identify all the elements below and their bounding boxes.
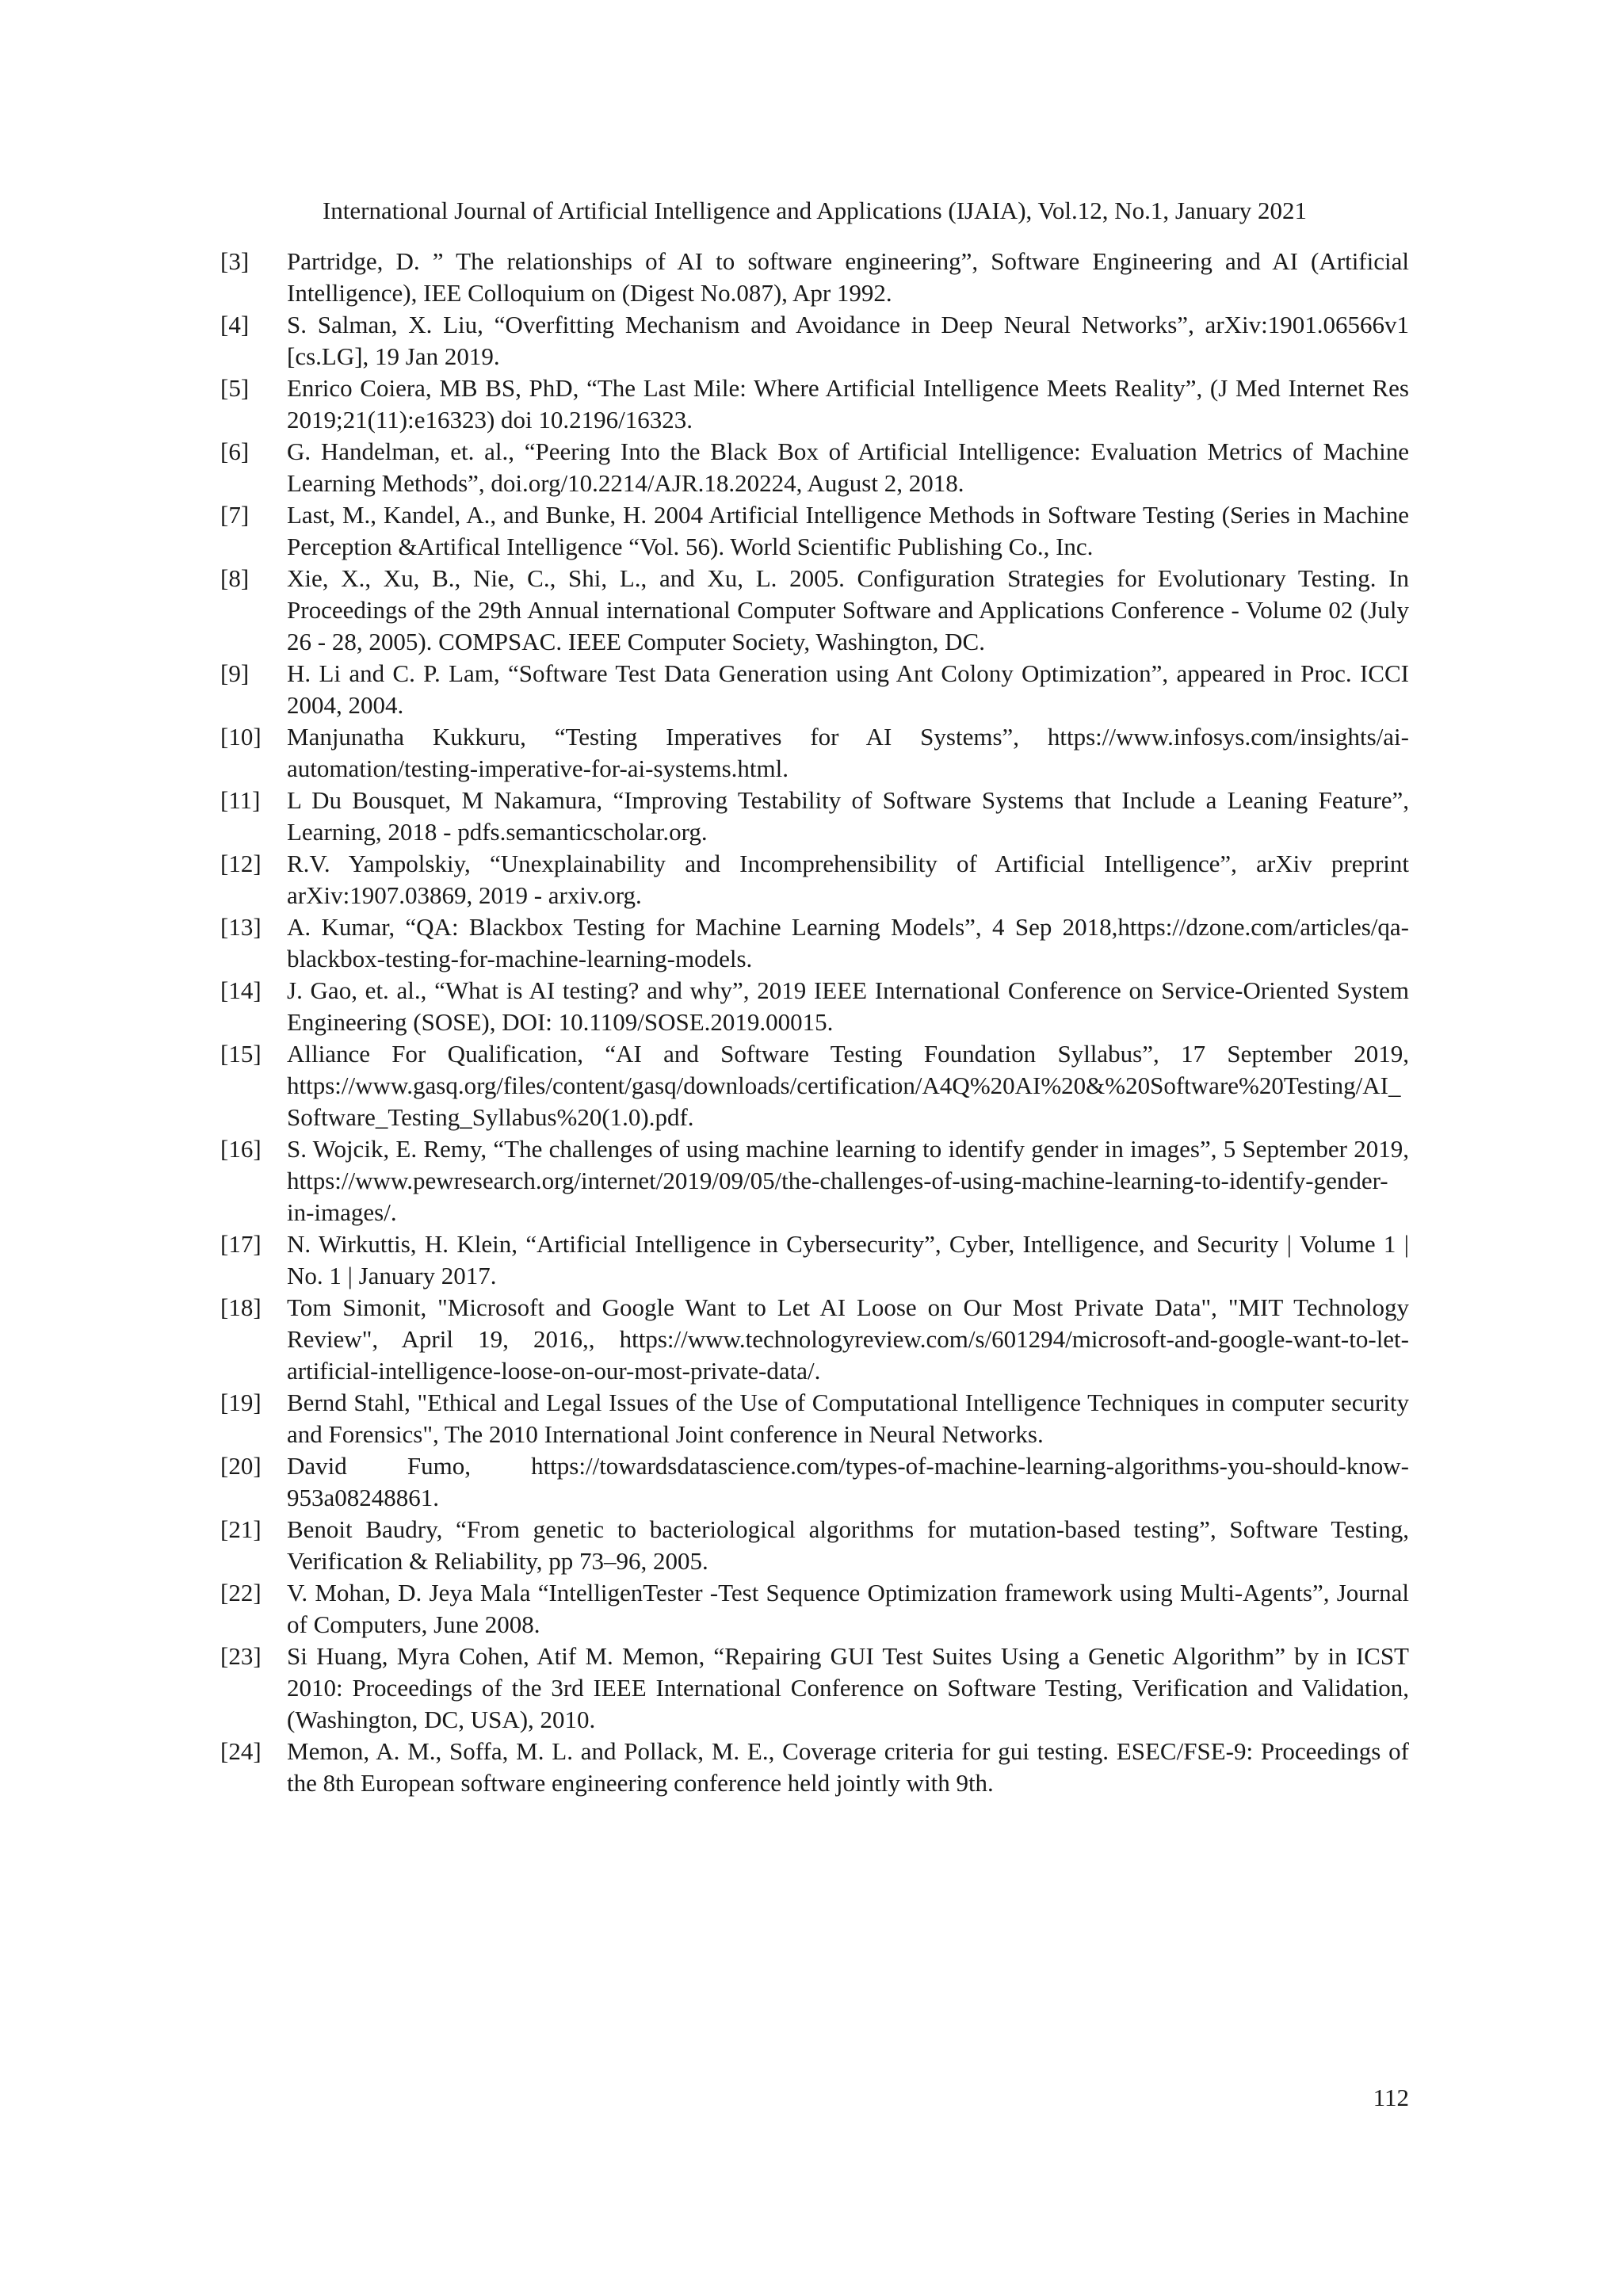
reference-number: [11]: [220, 786, 261, 814]
reference-text: V. Mohan, D. Jeya Mala “IntelligenTester -Test Sequence Optimization framework using Multi-Agents”, Journal of Computers, June 2008.: [287, 1579, 1409, 1638]
page-number: 112: [1373, 2084, 1409, 2111]
reference-text: J. Gao, et. al., “What is AI testing? and why”, 2019 IEEE International Conference on Service-Oriented System Engineering (SOSE), DOI: 10.1109/SOSE.2019.00015.: [287, 976, 1409, 1036]
reference-number: [4]: [220, 311, 250, 338]
reference-text: H. Li and C. P. Lam, “Software Test Data Generation using Ant Colony Optimization”, appeared in Proc. ICCI 2004, 2004.: [287, 659, 1409, 719]
reference-item: [220, 785, 1409, 848]
reference-item: [220, 1736, 1409, 1799]
reference-item: [220, 436, 1409, 499]
reference-number: [12]: [220, 850, 262, 877]
reference-item: [220, 1387, 1409, 1450]
reference-number: [15]: [220, 1040, 262, 1068]
reference-text: Partridge, D. ” The relationships of AI to software engineering”, Software Engineering and AI (Artificial Intelligence), IEE Colloquium on (Digest No.087), Apr 1992.: [287, 247, 1409, 307]
reference-item: [220, 563, 1409, 658]
reference-text: Bernd Stahl, "Ethical and Legal Issues of the Use of Computational Intelligence Techniques in computer security and Forensics", The 2010 International Joint conference in Neural Networks.: [287, 1389, 1409, 1448]
reference-item: [220, 1038, 1409, 1133]
reference-item: [220, 309, 1409, 372]
reference-number: [6]: [220, 437, 250, 465]
reference-text: Alliance For Qualification, “AI and Software Testing Foundation Syllabus”, 17 September 2019, https://www.gasq.org/files/content/gasq/downloads/certification/A4Q%20AI%20&%20Software%20Testing/AI_Software_Testing_Syllabus%20(1.0).pdf.: [287, 1040, 1409, 1131]
reference-text: Enrico Coiera, MB BS, PhD, “The Last Mile: Where Artificial Intelligence Meets Reality”, (J Med Internet Res 2019;21(11):e16323) doi 10.2196/16323.: [287, 374, 1409, 434]
reference-text: A. Kumar, “QA: Blackbox Testing for Machine Learning Models”, 4 Sep 2018,https://dzone.com/articles/qa-blackbox-testing-for-machine-learning-models.: [287, 913, 1409, 972]
reference-number: [18]: [220, 1293, 262, 1321]
reference-item: [220, 1292, 1409, 1387]
reference-number: [10]: [220, 723, 262, 751]
reference-text: Manjunatha Kukkuru, “Testing Imperatives for AI Systems”, https://www.infosys.com/insights/ai-automation/testing-imperative-for-ai-systems.html.: [287, 723, 1409, 782]
reference-item: [220, 246, 1409, 309]
reference-item: [220, 1514, 1409, 1577]
reference-item: [220, 848, 1409, 911]
reference-text: L Du Bousquet, M Nakamura, “Improving Testability of Software Systems that Include a Leaning Feature”, Learning, 2018 - pdfs.semanticscholar.org.: [287, 786, 1409, 846]
reference-item: [220, 975, 1409, 1038]
reference-number: [7]: [220, 501, 250, 529]
reference-item: [220, 658, 1409, 721]
reference-number: [9]: [220, 659, 250, 687]
reference-number: [17]: [220, 1230, 262, 1258]
reference-number: [21]: [220, 1515, 262, 1543]
reference-text: G. Handelman, et. al., “Peering Into the Black Box of Artificial Intelligence: Evaluation Metrics of Machine Learning Methods”, doi.org/10.2214/AJR.18.20224, August 2, 2018.: [287, 437, 1409, 497]
reference-item: [220, 1577, 1409, 1641]
reference-number: [13]: [220, 913, 262, 941]
reference-number: [19]: [220, 1389, 262, 1416]
reference-text: Xie, X., Xu, B., Nie, C., Shi, L., and Xu, L. 2005. Configuration Strategies for Evolutionary Testing. In Proceedings of the 29th Annual international Computer Software and Applications Conference - Volume 02 (July 26 - 28, 2005). COMPSAC. IEEE Computer Society, Washington, DC.: [287, 564, 1409, 655]
reference-item: [220, 1133, 1409, 1228]
reference-number: [5]: [220, 374, 250, 402]
reference-text: Memon, A. M., Soffa, M. L. and Pollack, M. E., Coverage criteria for gui testing. ESEC/FSE-9: Proceedings of the 8th European software engineering conference held jointly with 9th.: [287, 1737, 1409, 1797]
reference-item: [220, 1641, 1409, 1736]
reference-number: [24]: [220, 1737, 262, 1765]
reference-text: Si Huang, Myra Cohen, Atif M. Memon, “Repairing GUI Test Suites Using a Genetic Algorithm” by in ICST 2010: Proceedings of the 3rd IEEE International Conference on Software Testing, Verification and Validation, (Washington, DC, USA), 2010.: [287, 1642, 1409, 1733]
reference-text: R.V. Yampolskiy, “Unexplainability and Incomprehensibility of Artificial Intelligence”, arXiv preprint arXiv:1907.03869, 2019 - arxiv.org.: [287, 850, 1409, 909]
reference-item: [220, 721, 1409, 785]
reference-number: [22]: [220, 1579, 262, 1606]
reference-number: [20]: [220, 1452, 262, 1480]
reference-text: David Fumo, https://towardsdatascience.com/types-of-machine-learning-algorithms-you-should-know-953a08248861.: [287, 1452, 1409, 1511]
reference-text: S. Wojcik, E. Remy, “The challenges of using machine learning to identify gender in images”, 5 September 2019, https://www.pewresearch.org/internet/2019/09/05/the-challenges-of-using-machine-learning-to-identify-gender-in-images/.: [287, 1135, 1409, 1226]
reference-item: [220, 911, 1409, 975]
reference-number: [23]: [220, 1642, 262, 1670]
reference-item: [220, 372, 1409, 436]
reference-text: S. Salman, X. Liu, “Overfitting Mechanism and Avoidance in Deep Neural Networks”, arXiv:1901.06566v1 [cs.LG], 19 Jan 2019.: [287, 311, 1409, 370]
reference-item: [220, 499, 1409, 563]
reference-number: [8]: [220, 564, 250, 592]
reference-text: N. Wirkuttis, H. Klein, “Artificial Intelligence in Cybersecurity”, Cyber, Intelligence, and Security | Volume 1 | No. 1 | January 2017.: [287, 1230, 1409, 1289]
reference-item: [220, 1450, 1409, 1514]
reference-number: [16]: [220, 1135, 262, 1163]
reference-item: [220, 1228, 1409, 1292]
running-header: International Journal of Artificial Intelligence and Applications (IJAIA), Vol.12, No.1, January 2021: [322, 197, 1307, 224]
reference-number: [3]: [220, 247, 250, 275]
reference-list: [220, 246, 1409, 1799]
reference-text: Last, M., Kandel, A., and Bunke, H. 2004 Artificial Intelligence Methods in Software Testing (Series in Machine Perception &Artifical Intelligence “Vol. 56). World Scientific Publishing Co., Inc.: [287, 501, 1409, 560]
reference-number: [14]: [220, 976, 262, 1004]
reference-text: Tom Simonit, "Microsoft and Google Want to Let AI Loose on Our Most Private Data", "MIT Technology Review", April 19, 2016,, https://www.technologyreview.com/s/601294/microsoft-and-google-want-to-let-artificial-intelligence-loose-on-our-most-private-data/.: [287, 1293, 1409, 1385]
reference-text: Benoit Baudry, “From genetic to bacteriological algorithms for mutation-based testing”, Software Testing, Verification & Reliability, pp 73–96, 2005.: [287, 1515, 1409, 1575]
